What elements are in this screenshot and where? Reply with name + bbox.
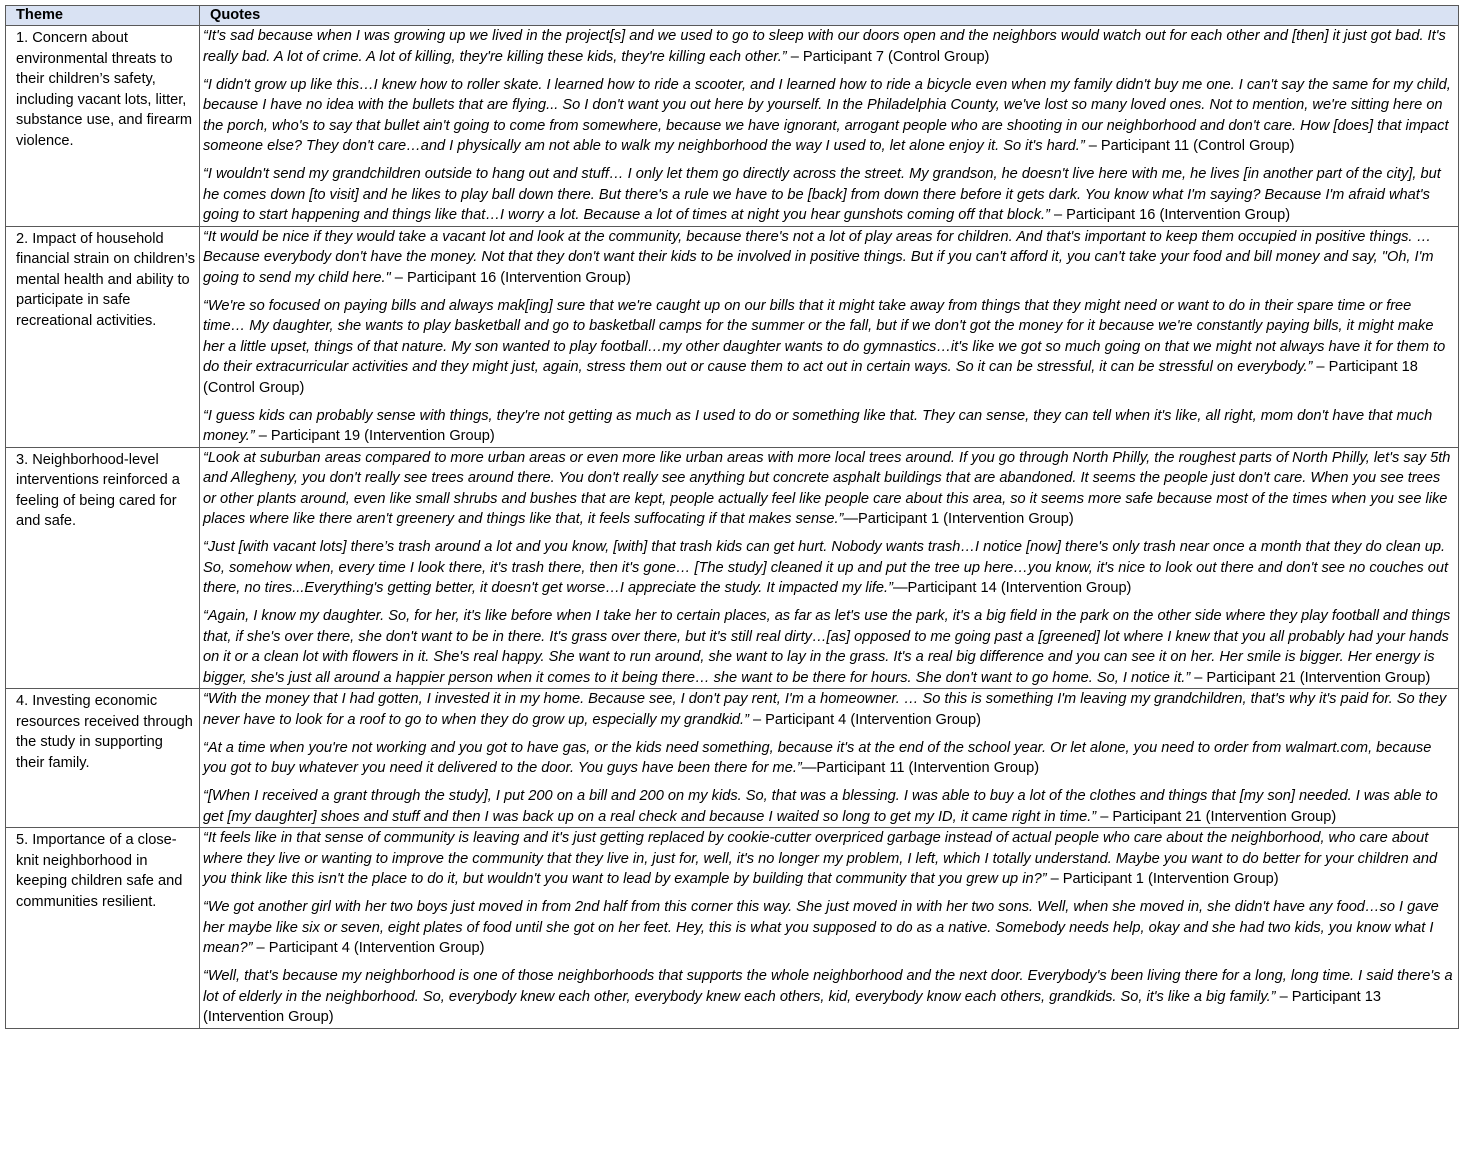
quote-attribution: – Participant 19 (Intervention Group) <box>254 428 495 444</box>
quote <box>203 897 1453 959</box>
quote <box>203 786 1453 827</box>
quote-text: “I wouldn't send my grandchildren outside to hang out and stuff… I only let them go directly across the street. My grandson, he doesn't live here with me, he lives [in another part of the city], but he comes down [to visit] and he likes to play ball down there. But there's a rule we have to be [back] from down there before it gets dark. You know what I'm saying? Because I'm afraid what's going to start happening and things like that…I worry a lot. Because a lot of times at night you hear gunshots coming off that block.” <box>203 166 1441 223</box>
table-row <box>6 447 1459 689</box>
theme-cell: 1. Concern about environmental threats to their children’s safety, including vacant lots, litter, substance use, and firearm violence. <box>6 26 200 227</box>
header-theme: Theme <box>6 6 200 26</box>
theme-cell: 4. Investing economic resources received through the study in supporting their family. <box>6 689 200 828</box>
quote <box>203 606 1453 688</box>
quote-text: “Well, that's because my neighborhood is one of those neighborhoods that supports the whole neighborhood and the next door. Everybody's been living there for a long, long time. I said there's a lot of elderly in the neighborhood. So, everybody knew each other, everybody knew each others, kid, everybody know each others, grandkids. So, it's like a big family.” <box>203 968 1453 1005</box>
quote-attribution: – Participant 21 (Intervention Group) <box>1190 669 1431 686</box>
quote-attribution: – Participant 11 (Control Group) <box>1084 138 1295 154</box>
quote-text: “Look at suburban areas compared to more urban areas or even more like urban areas with more local trees around. If you go through North Philly, the roughest parts of North Philly, let's say 5th and Allegheny, you don't really see trees around there. You don't really see anything but concrete asphalt buildings that are abandoned. It seems the people just don't care. When you see trees or other plants around, even like small shrubs and bushes that are kept, people actually feel like people care about this area, so it seems more safe because most of the times when you see like places where like there aren't greenery and things like that, it feels suffocating if that makes sense.” <box>203 449 1451 527</box>
quote-text: “It would be nice if they would take a vacant lot and look at the community, because there's not a lot of play areas for children. And that's important to keep them occupied in positive things. … Because everybody don't have the money. Not that they don't want their kids to be involved in positive things. But if you can't afford it, you can't take your food and bill money and say, "Oh, I'm going to send my child here." <box>203 228 1434 286</box>
quote-text: “We got another girl with her two boys just moved in from 2nd half from this corner this way. She just moved in with her two sons. Well, when she moved in, she didn't have any food…so I gave her maybe like six or seven, eight plates of food until she got on her feet. Hey, this is what you supposed to do as a native. Somebody needs help, okay and she had two kids, you know what I mean?” <box>203 899 1439 956</box>
quote <box>203 406 1453 447</box>
quote-text: “At a time when you're not working and you got to have gas, or the kids need something, because it's at the end of the school year. Or let alone, you need to order from walmart.com, because you got to buy whatever you need it delivered to the door. You guys have been there for me.” <box>203 739 1432 776</box>
quote-attribution: – Participant 18 (Control Group) <box>203 359 1418 396</box>
quotes-cell <box>200 689 1459 828</box>
theme-cell: 3. Neighborhood-level interventions reinforced a feeling of being cared for and safe. <box>6 447 200 689</box>
header-row <box>6 6 1459 26</box>
table-row <box>6 26 1459 227</box>
quote-attribution: – Participant 1 (Intervention Group) <box>1046 871 1279 887</box>
quotes-cell <box>200 26 1459 227</box>
quote-text: “We're so focused on paying bills and always mak[ing] sure that we're caught up on our bills that it might take away from things that they might need or want to do in their spare time or free time… My daughter, she wants to play basketball and go to basketball camps for the summer or the fall, but if we don't got the money for it because we're constantly paying bills, it might make her a little upset, things of that nature. My son wanted to play football…my other daughter wants to do gymnastics…it's like we got so much going on that we might not always have it for them to do their extracurricular activities and they might just, again, stress them out or cause them to act out in certain ways. So it can be stressful, it can be stressful on everybody.” <box>203 297 1446 375</box>
quote-attribution: – Participant 16 (Intervention Group) <box>390 269 631 286</box>
quote-attribution: – Participant 7 (Control Group) <box>786 48 990 65</box>
quote-attribution: – Participant 16 (Intervention Group) <box>1049 207 1291 223</box>
quote-attribution: – Participant 21 (Intervention Group) <box>1096 808 1337 825</box>
table-row <box>6 828 1459 1029</box>
theme-cell: 5. Importance of a close-knit neighborhood in keeping children safe and communities resilient. <box>6 828 200 1029</box>
quote <box>203 738 1453 779</box>
quote <box>203 537 1453 599</box>
quote <box>203 689 1453 730</box>
quote-text: “With the money that I had gotten, I invested it in my home. Because see, I don't pay rent, I'm a homeowner. … So this is something I'm leaving my grandchildren, that's why it's paid for. So they never have to look for a roof to go to when they do grow up, especially my grandkid.” <box>203 691 1447 728</box>
quote <box>203 26 1453 67</box>
quote <box>203 828 1453 890</box>
quote-text: “Again, I know my daughter. So, for her, it's like before when I take her to certain places, as far as let's use the park, it's a big field in the park on the other side where they play football and things that, if she's over there, she don't want to be in there. It's grass over there, but it's still real dirty…[as] opposed to me going past a [greened] lot where I knew that you all probably had your hands on it or a clean lot with flowers in it. She's real happy. She want to run around, she want to lay in the grass. It's a real big difference and you can see it on her. Her smile is bigger. Her energy is bigger, she's just all around a happier person when it comes to it being there… she want to be there for hours. She don't want to go home. So, I notice it.” <box>203 608 1451 686</box>
quote <box>203 227 1453 289</box>
quote <box>203 296 1453 399</box>
quote <box>203 75 1453 157</box>
quote-text: “I didn't grow up like this…I knew how to roller skate. I learned how to ride a scooter, and I learned how to ride a bicycle even when my family didn't buy me one. I can't say the same for my child, because I have no idea with the bullets that are flying... So I don't want you out here by yourself. In the Philadelphia County, we've lost so many loved ones. Not to mention, we're sitting here on the porch, who's to say that bullet ain't going to come from somewhere, because we have ignorant, arrogant people who are shooting in our neighborhood and don't care. How [does] that impact someone else? They don't care…and I physically am not able to walk my neighborhood the way I used to, let alone enjoy it. So it's hard.” <box>203 76 1451 154</box>
quote-attribution: —Participant 11 (Intervention Group) <box>801 760 1040 776</box>
quote-attribution: – Participant 4 (Intervention Group) <box>252 940 485 956</box>
quote-attribution: —Participant 14 (Intervention Group) <box>892 580 1132 596</box>
themes-quotes-table <box>5 5 1459 1029</box>
header-quotes: Quotes <box>200 6 1459 26</box>
table-row <box>6 689 1459 828</box>
quote-text: “It feels like in that sense of community is leaving and it's just getting replaced by cookie-cutter overpriced garbage instead of actual people who care about the neighborhood, who care about where they live or wanting to improve the community that they live in, just for, well, it's no longer my problem, I left, which I totally understand. Maybe you want to do better for your children and you think like this isn't the place to do it, but wouldn't you want to lead by example by building that community that you grew up in?” <box>203 830 1438 887</box>
quotes-cell <box>200 447 1459 689</box>
quotes-cell <box>200 828 1459 1029</box>
quote <box>203 966 1453 1028</box>
quote-text: “Just [with vacant lots] there’s trash around a lot and you know, [with] that trash kids can get hurt. Nobody wants trash…I notice [now] there's only trash near once a month that they do clean up. So, somehow when, every time I look there, it's trash there, then it's gone… [The study] cleaned it up and put the tree up here…you know, it's nice to look out there and don't see no couches out there, no tires...Everything's getting better, it doesn't get worse…I appreciate the study. It impacted my life.” <box>203 539 1449 596</box>
quote-text: “I guess kids can probably sense with things, they're not getting as much as I used to do or something like that. They can sense, they can tell when it's like, all right, mom don't have that much money.” <box>203 407 1433 444</box>
quote <box>203 164 1453 226</box>
table-row <box>6 226 1459 447</box>
quotes-cell <box>200 226 1459 447</box>
quote <box>203 448 1453 530</box>
quote-attribution: —Participant 1 (Intervention Group) <box>843 511 1074 527</box>
quote-attribution: – Participant 13 (Intervention Group) <box>203 988 1381 1025</box>
quote-attribution: – Participant 4 (Intervention Group) <box>748 711 981 728</box>
theme-cell: 2. Impact of household financial strain on children’s mental health and ability to participate in safe recreational activities. <box>6 226 200 447</box>
quote-text: “[When I received a grant through the study], I put 200 on a bill and 200 on my kids. So, that was a blessing. I was able to buy a lot of the clothes and things that [my son] needed. I was able to get [my daughter] shoes and stuff and then I was back up on a real check and because I waited so long to get my ID, it came right in time.” <box>203 788 1438 825</box>
quote-text: “It's sad because when I was growing up we lived in the project[s] and we used to go to sleep with our doors open and the neighbors would watch out for each other and [then] it just got bad. It's really bad. A lot of crime. A lot of killing, they're killing these kids, they're killing each other.” <box>203 28 1446 65</box>
